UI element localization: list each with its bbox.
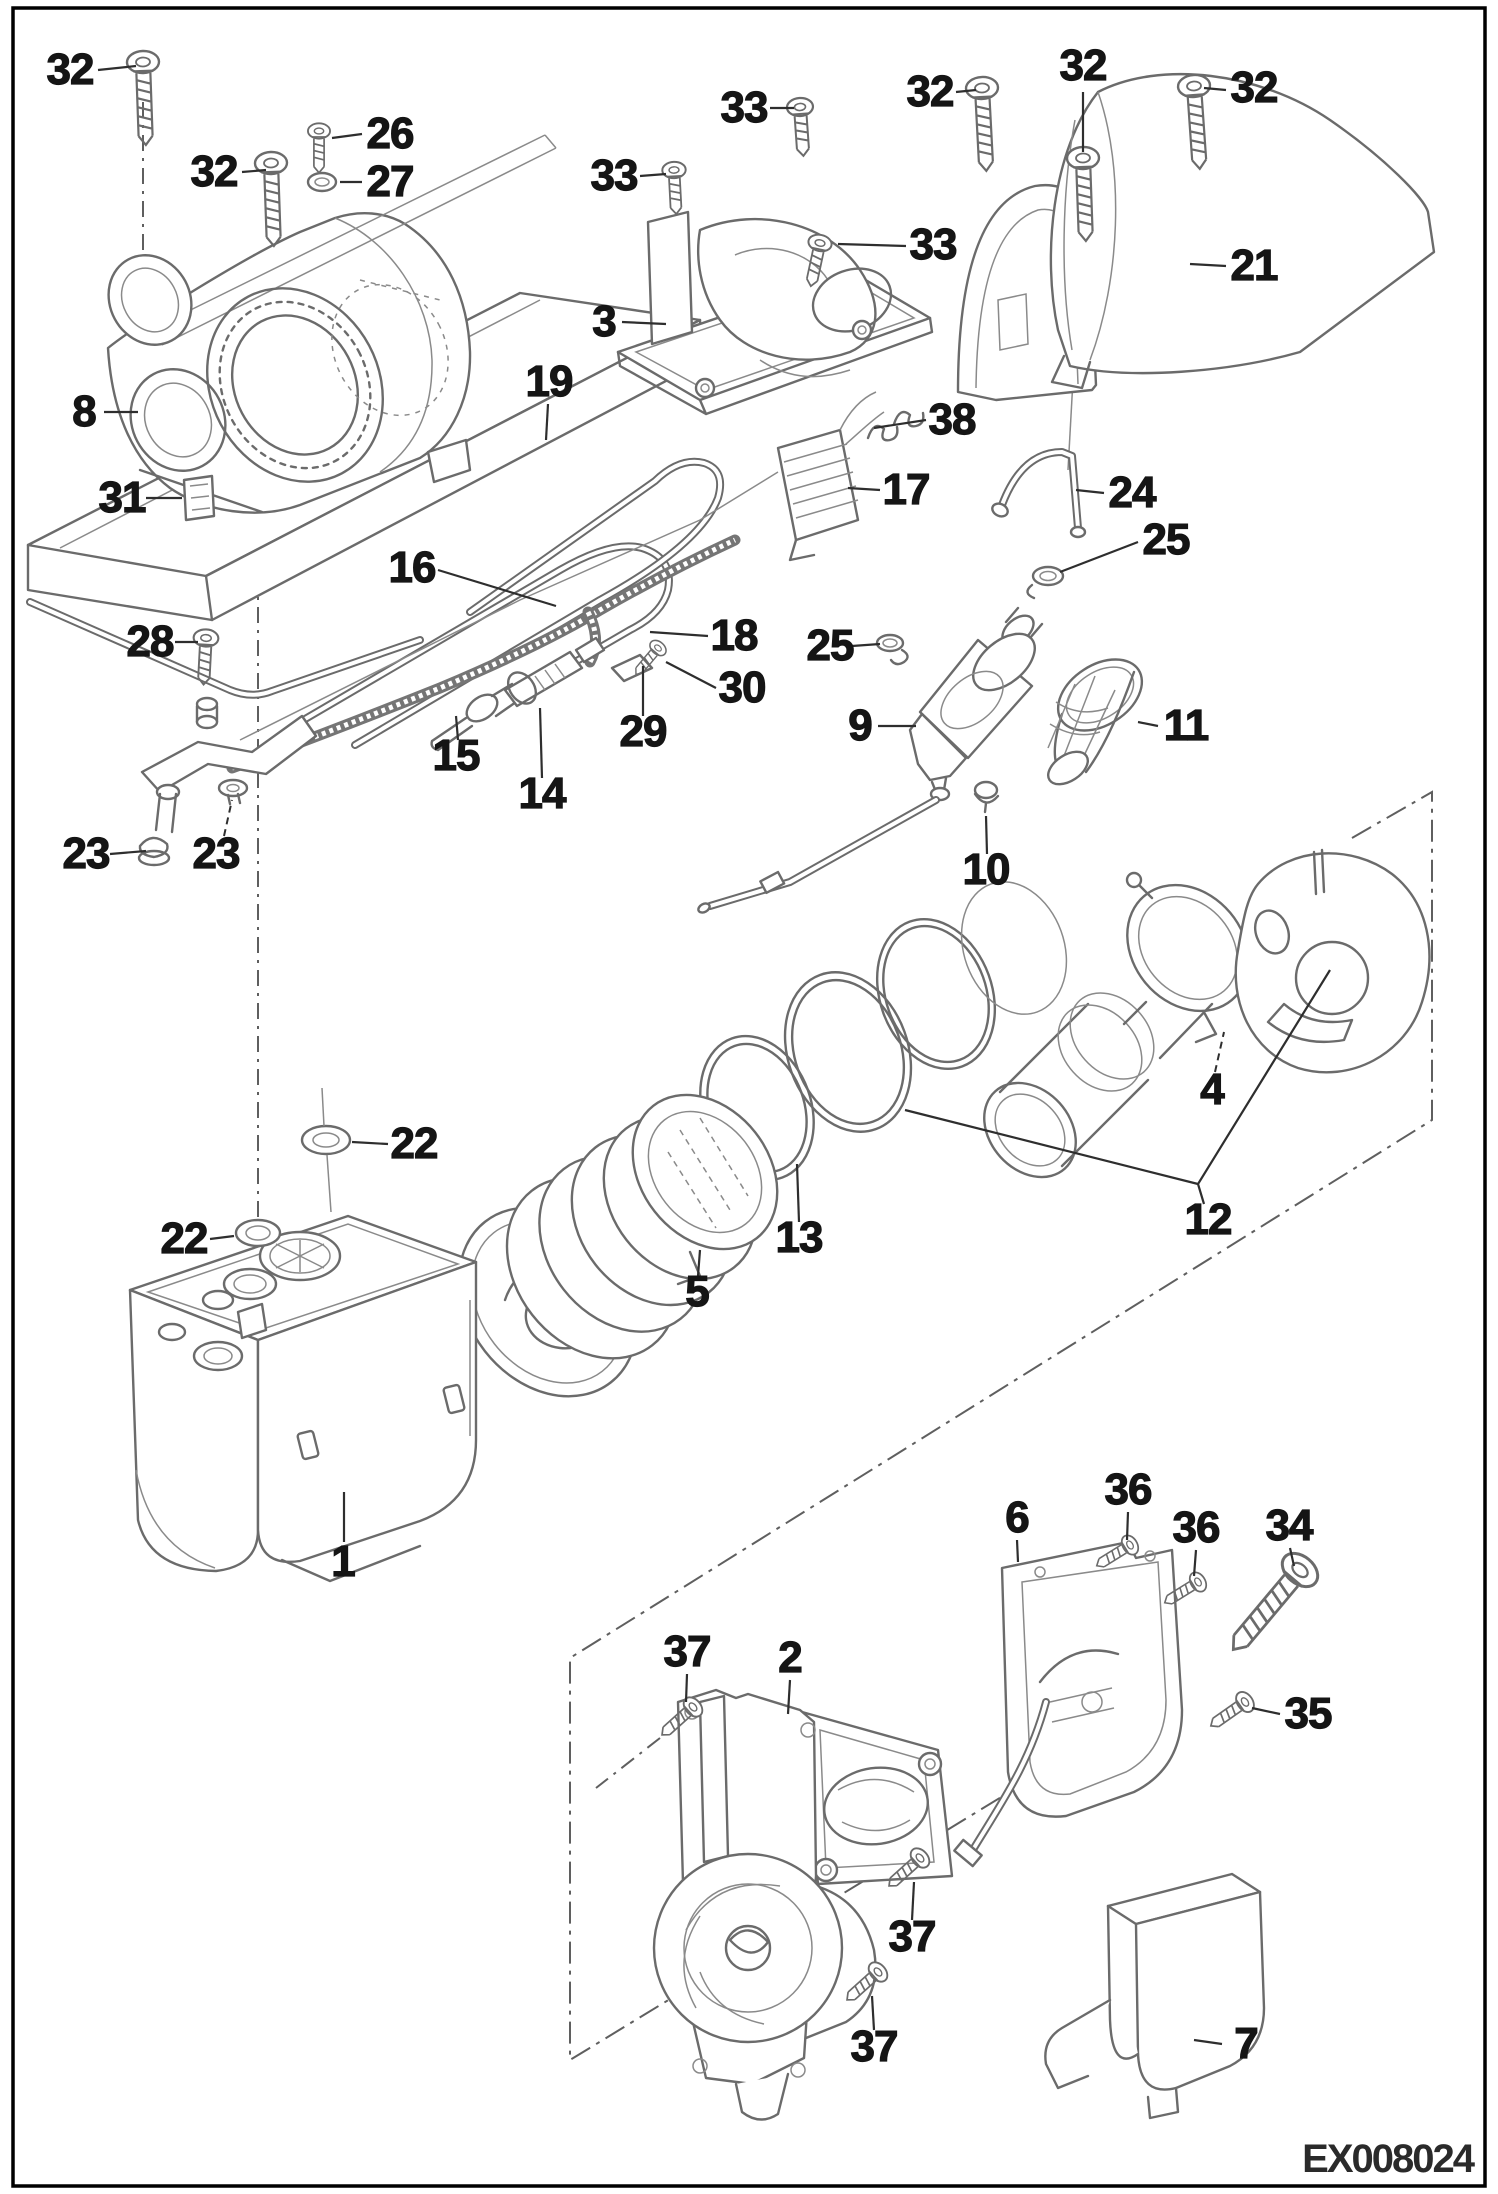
callout-label: 22 xyxy=(390,1119,438,1168)
part-7-cover xyxy=(1045,1874,1264,2118)
part-29-30-clamp xyxy=(612,637,669,681)
leader-line xyxy=(438,570,556,606)
callout-25-b xyxy=(807,621,880,670)
part-17-connector-block xyxy=(778,392,884,560)
part-24-fuel-tube xyxy=(990,452,1085,537)
leader-line xyxy=(1060,542,1138,572)
part-4-adapter xyxy=(965,861,1273,1196)
callout-35 xyxy=(1252,1689,1332,1738)
leader-line xyxy=(540,708,542,778)
callout-label: 25 xyxy=(1142,515,1190,564)
callout-label: 9 xyxy=(848,701,872,750)
callout-label: 6 xyxy=(1005,1493,1029,1542)
callout-32-a xyxy=(47,45,136,94)
callout-27 xyxy=(340,157,413,206)
leader-line xyxy=(686,1674,687,1702)
callout-label: 2 xyxy=(778,1633,802,1682)
callout-32-b xyxy=(191,147,266,196)
callout-label: 32 xyxy=(1230,63,1278,112)
callout-label: 12 xyxy=(1184,1195,1232,1244)
callout-label: 32 xyxy=(1059,41,1107,90)
callout-label: 24 xyxy=(1108,468,1156,517)
callout-4 xyxy=(1200,1032,1225,1114)
callout-label: 32 xyxy=(906,67,954,116)
part-38-cable-clamps xyxy=(868,412,923,440)
callout-30 xyxy=(666,662,765,712)
part-11-strainer xyxy=(1042,645,1154,791)
callout-label: 34 xyxy=(1265,1501,1313,1550)
part-22-gasket-lower xyxy=(236,1220,280,1246)
callout-label: 25 xyxy=(806,621,854,670)
callout-label: 14 xyxy=(518,769,566,818)
callout-24 xyxy=(1076,468,1157,517)
callout-label: 23 xyxy=(192,829,240,878)
callout-label: 16 xyxy=(388,543,436,592)
leader-line xyxy=(1076,490,1104,493)
callout-label: 18 xyxy=(710,611,758,660)
part-5-combustion-insert xyxy=(422,1066,807,1431)
leader-line xyxy=(650,632,708,636)
callout-33-b xyxy=(591,151,666,200)
leader-line xyxy=(666,662,716,688)
callout-9 xyxy=(848,701,916,750)
leader-line xyxy=(1017,1540,1018,1562)
part-25-oring-left xyxy=(877,635,908,664)
callout-label: 11 xyxy=(1163,701,1209,750)
leader-line xyxy=(1127,1512,1128,1540)
callout-label: 30 xyxy=(718,663,766,712)
callout-37-b xyxy=(889,1882,936,1961)
leader-line xyxy=(332,134,362,138)
leader-line xyxy=(1252,1708,1280,1714)
callout-label: 13 xyxy=(775,1213,823,1262)
callout-23-b xyxy=(193,800,240,878)
part-27-washer xyxy=(308,173,336,191)
callout-38 xyxy=(874,395,976,444)
part-3-blower-assembly xyxy=(618,212,932,414)
callout-label: 28 xyxy=(126,617,174,666)
callout-label: 23 xyxy=(62,829,110,878)
callout-label: 17 xyxy=(882,465,930,514)
callout-33-c xyxy=(838,220,956,269)
leader-line xyxy=(210,1236,234,1239)
part-12-gasket-plate xyxy=(1236,850,1430,1072)
callout-label: 33 xyxy=(590,151,638,200)
callout-label: 21 xyxy=(1230,241,1278,290)
callout-label: 4 xyxy=(1200,1065,1224,1114)
leader-line xyxy=(838,244,906,246)
callout-14 xyxy=(519,708,567,818)
callout-label: 32 xyxy=(46,45,94,94)
leader-line xyxy=(1138,722,1158,726)
part-2-blower-assembly xyxy=(654,1690,952,2120)
callout-label: 3 xyxy=(592,297,616,346)
callout-16 xyxy=(389,543,556,606)
callout-label: 5 xyxy=(685,1267,709,1316)
callout-6 xyxy=(1005,1493,1028,1562)
drawing-code: EX008024 xyxy=(1302,2137,1473,2181)
callout-33-a xyxy=(721,83,794,132)
callout-label: 31 xyxy=(98,473,146,522)
callout-label: 33 xyxy=(720,83,768,132)
callout-10 xyxy=(963,816,1010,894)
callout-label: 37 xyxy=(888,1912,936,1961)
callout-37-a xyxy=(664,1627,711,1702)
callout-label: 29 xyxy=(619,707,667,756)
part-25-oring-right xyxy=(1027,567,1063,598)
part-31-clip xyxy=(184,476,214,520)
part-23-grommet-right xyxy=(219,780,247,804)
callout-2 xyxy=(778,1633,801,1714)
callout-label: 8 xyxy=(72,387,96,436)
callout-label: 27 xyxy=(366,157,414,206)
callout-11 xyxy=(1138,701,1209,750)
callout-17 xyxy=(848,465,929,514)
callout-label: 36 xyxy=(1172,1503,1220,1552)
part-10-grommet xyxy=(975,782,998,812)
callout-label: 10 xyxy=(962,845,1010,894)
callout-label: 26 xyxy=(366,109,414,158)
part-22-gasket-upper xyxy=(302,1088,350,1212)
leader-line xyxy=(640,174,666,176)
callout-label: 19 xyxy=(525,357,573,406)
callout-label: 35 xyxy=(1284,1689,1332,1738)
callout-label: 15 xyxy=(432,731,480,780)
callout-26 xyxy=(332,109,413,158)
leader-line xyxy=(852,644,880,646)
callout-label: 22 xyxy=(160,1214,208,1263)
callout-22-a xyxy=(352,1119,437,1168)
callout-label: 37 xyxy=(663,1627,711,1676)
callout-label: 38 xyxy=(928,395,976,444)
callout-label: 33 xyxy=(909,220,957,269)
callout-label: 7 xyxy=(1234,2019,1258,2068)
part-1-heater-box xyxy=(130,1216,476,1581)
callout-32-c xyxy=(907,67,976,116)
callout-label: 1 xyxy=(331,1537,355,1586)
callout-23-a xyxy=(63,829,146,878)
callout-label: 36 xyxy=(1104,1465,1152,1514)
callout-label: 32 xyxy=(190,147,238,196)
callout-label: 37 xyxy=(850,2022,898,2071)
part-6-bracket-housing xyxy=(954,1542,1182,1866)
callout-22-b xyxy=(161,1214,234,1263)
callout-36-b xyxy=(1173,1503,1220,1576)
callout-36-a xyxy=(1105,1465,1152,1540)
leader-line xyxy=(352,1142,388,1144)
callout-28 xyxy=(127,617,198,666)
